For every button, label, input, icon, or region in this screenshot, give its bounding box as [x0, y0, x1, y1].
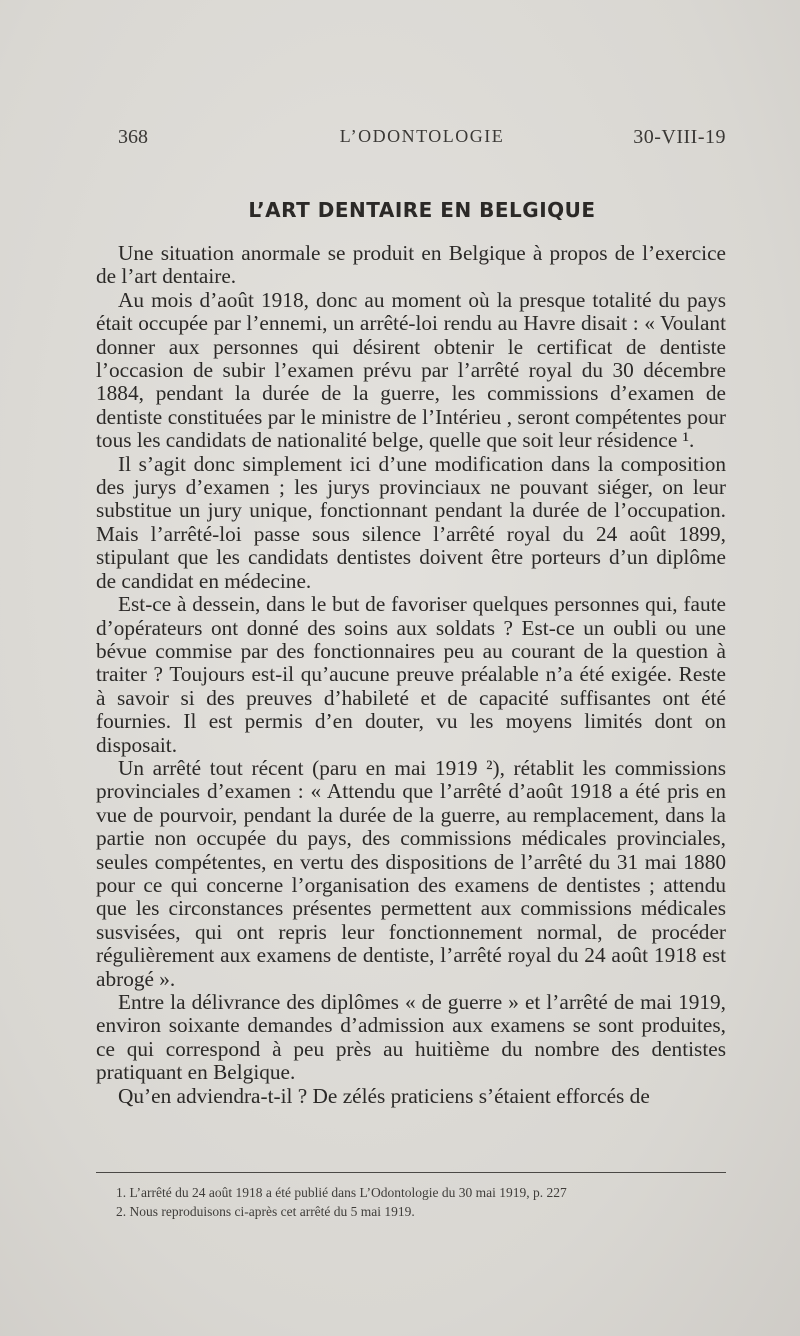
paragraph: Une situation anormale se produit en Belgique à propos de l’exercice de l’art dentaire. [96, 241, 726, 289]
paragraph: Entre la délivrance des diplômes « de guerre » et l’arrêté de mai 1919, environ soixante demandes d’admission aux examens se sont produites, ce qui correspond à peu près au huitième du nombre des dentistes pratiquant en Belgique. [96, 990, 726, 1085]
paragraph: Qu’en adviendra-t-il ? De zélés praticiens s’étaient efforcés de [118, 1083, 650, 1108]
journal-title: L’ODONTOLOGIE [339, 126, 505, 146]
page-number: 368 [118, 126, 148, 148]
footnote-divider [96, 1172, 726, 1173]
paragraph: Au mois d’août 1918, donc au moment où la presque totalité du pays était occupée par l’ennemi, un arrêté-loi rendu au Havre disait : « Voulant donner aux personnes qui désirent obtenir le certificat de dentiste l’occasion de subir l’examen prévu par l’arrêté royal du 30 décembre 1884, pendant la durée de la guerre, les commissions d’examen de dentiste constituées par le ministre de l’Intérieu , seront compétentes pour tous les candidats de nationalité belge, quelle que soit leur résidence ¹. [96, 287, 726, 453]
paragraph: Il s’agit donc simplement ici d’une modification dans la composition des jurys d’examen ; les jurys provinciaux ne pouvant siéger, on leur substitue un jury unique, fonctionnant pendant la durée de l’occupation. Mais l’arrêté-loi passe sous silence l’arrêté royal du 24 août 1899, stipulant que les candidats dentistes doivent être porteurs d’un diplôme de candidat en médecine. [96, 451, 726, 593]
footnote: 2. Nous reproduisons ci-après cet arrêté du 5 mai 1919. [116, 1204, 415, 1219]
issue-date: 30-VIII-19 [633, 126, 726, 148]
article-body [96, 242, 726, 1108]
footnote: 1. L’arrêté du 24 août 1918 a été publié dans L’Odontologie du 30 mai 1919, p. 227 [116, 1185, 567, 1200]
running-head [118, 126, 726, 156]
article-title: L’ART DENTAIRE EN BELGIQUE [248, 198, 596, 222]
footnotes [96, 1183, 726, 1221]
paragraph: Est-ce à dessein, dans le but de favoriser quelques personnes qui, faute d’opérateurs ont donné des soins aux soldats ? Est-ce un oubli ou une bévue commise par des fonctionnaires peu au courant de la question à traiter ? Toujours est-il qu’aucune preuve préalable n’a été exigée. Reste à savoir si des preuves d’habileté et de capacité suffisantes ont été fournies. Il est permis d’en douter, vu les moyens limités dont on disposait. [96, 592, 726, 757]
paragraph: Un arrêté tout récent (paru en mai 1919 ²), rétablit les commissions provinciales d’examen : « Attendu que l’arrêté d’août 1918 a été pris en vue de pourvoir, pendant la durée de la guerre, au remplacement, dans la partie non occupée du pays, des commissions médicales provinciales, seules compétentes, en vertu des dispositions de l’arrêté du 31 mai 1880 pour ce qui concerne l’organisation des examens de dentistes ; attendu que les circonstances présentes permettent aux commissions médicales susvisées, qui ont repris leur fonctionnement normal, de procéder régulièrement aux examens de dentiste, l’arrêté royal du 24 août 1918 est abrogé ». [96, 755, 726, 991]
